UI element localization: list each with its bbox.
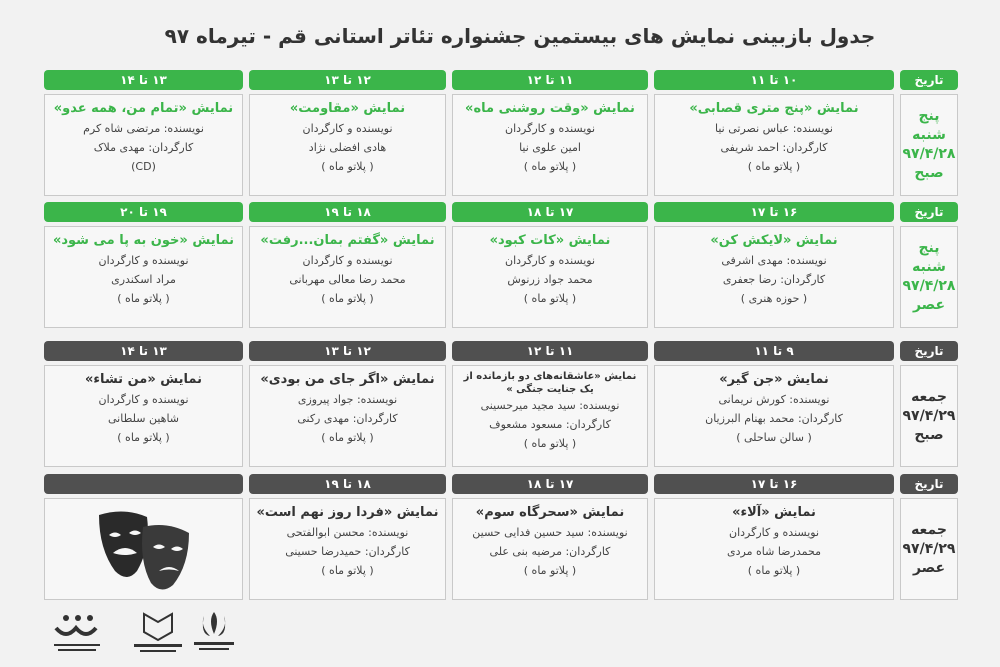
page-title: جدول بازبینی نمایش های بیستمین جشنواره تئاتر استانی قم - تیرماه ۹۷: [164, 24, 876, 48]
day-line: ۹۷/۴/۲۹: [902, 540, 956, 557]
time-header: ۱۶ تا ۱۷: [654, 202, 894, 222]
credit-line: نویسنده و کارگردان: [302, 122, 393, 135]
cultural-center-logo: [134, 614, 182, 652]
theatre-masks-icon: [89, 505, 199, 595]
mask-cell: [44, 498, 243, 600]
show-title: نمایش «اگر جای من بودی»: [260, 372, 435, 387]
credit-line: نویسنده و کارگردان: [98, 254, 189, 267]
show-cell: [249, 226, 446, 328]
sponsor-logos: [44, 600, 264, 660]
time-header: ۱۹ تا ۲۰: [44, 202, 243, 222]
show-title: نمایش «من تشاء»: [85, 372, 202, 387]
venue-text: ( پلاتو ماه ): [523, 437, 577, 450]
show-cell: [249, 498, 446, 600]
venue-text: ( پلاتو ماه ): [117, 292, 170, 305]
credit-line: محمدرضا شاه مردی: [727, 545, 821, 558]
show-cell: [654, 365, 894, 467]
date-header: تاریخ: [900, 202, 958, 222]
venue-text: ( پلاتو ماه ): [523, 564, 577, 577]
day-line: صبح: [914, 165, 944, 181]
show-title: نمایش «جن گیر»: [719, 372, 829, 387]
show-cell: [452, 498, 648, 600]
venue-text: ( پلاتو ماه ): [321, 431, 374, 444]
venue-text: ( سالن ساحلی ): [736, 431, 812, 444]
venue-text: ( پلاتو ماه ): [321, 564, 374, 577]
credit-line: کارگردان: احمد شریفی: [720, 141, 828, 154]
venue-text: (CD): [131, 160, 156, 173]
date-header: تاریخ: [900, 474, 958, 494]
show-cell: [654, 498, 894, 600]
credit-line: نویسنده: عباس نصرتی نیا: [715, 122, 833, 135]
day-line: جمعه: [911, 388, 947, 405]
time-header: [44, 474, 243, 494]
sponsor-logos-icon: [44, 600, 264, 660]
time-header: ۱۸ تا ۱۹: [249, 202, 446, 222]
credit-line: نویسنده و کارگردان: [302, 254, 393, 267]
venue-text: ( پلاتو ماه ): [523, 160, 577, 173]
show-cell: [452, 226, 648, 328]
day-cell: [900, 365, 958, 467]
show-title: نمایش «پنج متری قصابی»: [689, 101, 859, 116]
venue-text: ( پلاتو ماه ): [321, 160, 374, 173]
time-header: ۱۲ تا ۱۳: [249, 70, 446, 90]
credit-line: محمد رضا معالی مهربانی: [289, 273, 406, 286]
schedule-block: [44, 70, 958, 198]
show-cell: [44, 365, 243, 467]
time-header: ۱۷ تا ۱۸: [452, 474, 648, 494]
credit-line: کارگردان: محمد بهنام البرزیان: [705, 412, 843, 425]
time-header: ۱۱ تا ۱۲: [452, 70, 648, 90]
venue-text: ( حوزه هنری ): [740, 292, 808, 305]
show-cell: [654, 226, 894, 328]
time-header: ۱۳ تا ۱۴: [44, 70, 243, 90]
show-title: نمایش «لایکش کن»: [710, 233, 838, 248]
date-header: تاریخ: [900, 70, 958, 90]
credit-line: شاهین سلطانی: [107, 412, 180, 425]
day-cell: [900, 498, 958, 600]
time-header: ۱۸ تا ۱۹: [249, 474, 446, 494]
show-cell: [452, 94, 648, 196]
time-header: ۱۷ تا ۱۸: [452, 202, 648, 222]
show-cell: [44, 226, 243, 328]
day-line: عصر: [912, 297, 946, 313]
day-line: ۹۷/۴/۲۸: [902, 278, 956, 294]
credit-line: نویسنده و کارگردان: [728, 526, 820, 539]
credit-line: نویسنده و کارگردان: [504, 254, 596, 267]
show-title: نمایش «تمام من، همه عدو»: [53, 101, 234, 116]
credit-line: کارگردان: حمیدرضا حسینی: [285, 545, 410, 558]
show-cell: [249, 365, 446, 467]
iran-emblem-logo: [194, 612, 234, 650]
credit-line: نویسنده: مهدی اشرفی: [721, 254, 827, 267]
credit-line: نویسنده: سید حسین فدایی حسین: [472, 526, 628, 539]
show-title: نمایش «سحرگاه سوم»: [475, 505, 625, 520]
show-title: نمایش «وقت روشنی ماه»: [465, 101, 635, 116]
show-cell: [452, 365, 648, 467]
show-title: نمایش «مقاومت»: [289, 101, 406, 116]
show-cell: [654, 94, 894, 196]
venue-text: ( پلاتو ماه ): [747, 160, 801, 173]
credit-line: نویسنده: سید مجید میرحسینی: [480, 399, 620, 412]
theatre-association-logo: [54, 615, 100, 651]
credit-line: نویسنده و کارگردان: [98, 393, 189, 406]
schedule-block: [44, 474, 958, 602]
venue-text: ( پلاتو ماه ): [117, 431, 170, 444]
venue-text: ( پلاتو ماه ): [747, 564, 801, 577]
credit-line: امین علوی نیا: [519, 141, 581, 154]
day-line: عصر: [912, 559, 946, 576]
day-line: پنج شنبه: [912, 108, 946, 143]
day-line: صبح: [914, 426, 944, 443]
day-line: ۹۷/۴/۲۹: [902, 407, 956, 424]
day-line: ۹۷/۴/۲۸: [902, 146, 956, 162]
venue-text: ( پلاتو ماه ): [321, 292, 374, 305]
day-line: جمعه: [911, 521, 947, 538]
show-title: نمایش «گفتم بمان...رفت»: [260, 233, 435, 248]
credit-line: کارگردان: مرضیه بنی علی: [489, 545, 611, 558]
credit-line: کارگردان: رضا جعفری: [722, 273, 826, 286]
time-header: ۱۱ تا ۱۲: [452, 341, 648, 361]
time-header: ۱۶ تا ۱۷: [654, 474, 894, 494]
show-title: نمایش «فردا روز نهم است»: [256, 505, 439, 520]
credit-line: کارگردان: مهدی ملاک: [93, 141, 194, 154]
show-title: نمایش «عاشقانه‌های دو بازمانده از یک جنایت جنگی »: [463, 371, 637, 395]
day-cell: [900, 94, 958, 196]
schedule-block: [44, 341, 958, 469]
credit-line: نویسنده: کورش نریمانی: [718, 393, 830, 406]
credit-line: نویسنده: مرتضی شاه کرم: [83, 122, 204, 135]
day-line: پنج شنبه: [912, 240, 946, 275]
date-header: تاریخ: [900, 341, 958, 361]
credit-line: کارگردان: مسعود مشعوف: [489, 418, 611, 431]
credit-line: کارگردان: مهدی رکنی: [297, 412, 398, 425]
credit-line: نویسنده و کارگردان: [504, 122, 596, 135]
show-title: نمایش «آلاء»: [732, 505, 816, 520]
show-title: نمایش «کات کبود»: [489, 233, 611, 248]
credit-line: محمد جواد زرنوش: [507, 273, 593, 286]
show-cell: [249, 94, 446, 196]
show-title: نمایش «خون به پا می شود»: [52, 233, 235, 248]
day-cell: [900, 226, 958, 328]
time-header: ۱۳ تا ۱۴: [44, 341, 243, 361]
credit-line: نویسنده: جواد پیروزی: [297, 393, 398, 406]
credit-line: هادی افضلی نژاد: [308, 141, 387, 154]
time-header: ۹ تا ۱۱: [654, 341, 894, 361]
show-cell: [44, 94, 243, 196]
venue-text: ( پلاتو ماه ): [523, 292, 577, 305]
credit-line: مراد اسکندری: [111, 273, 176, 286]
schedule-block: [44, 202, 958, 330]
time-header: ۱۰ تا ۱۱: [654, 70, 894, 90]
credit-line: نویسنده: محسن ابوالفتحی: [286, 526, 409, 539]
time-header: ۱۲ تا ۱۳: [249, 341, 446, 361]
